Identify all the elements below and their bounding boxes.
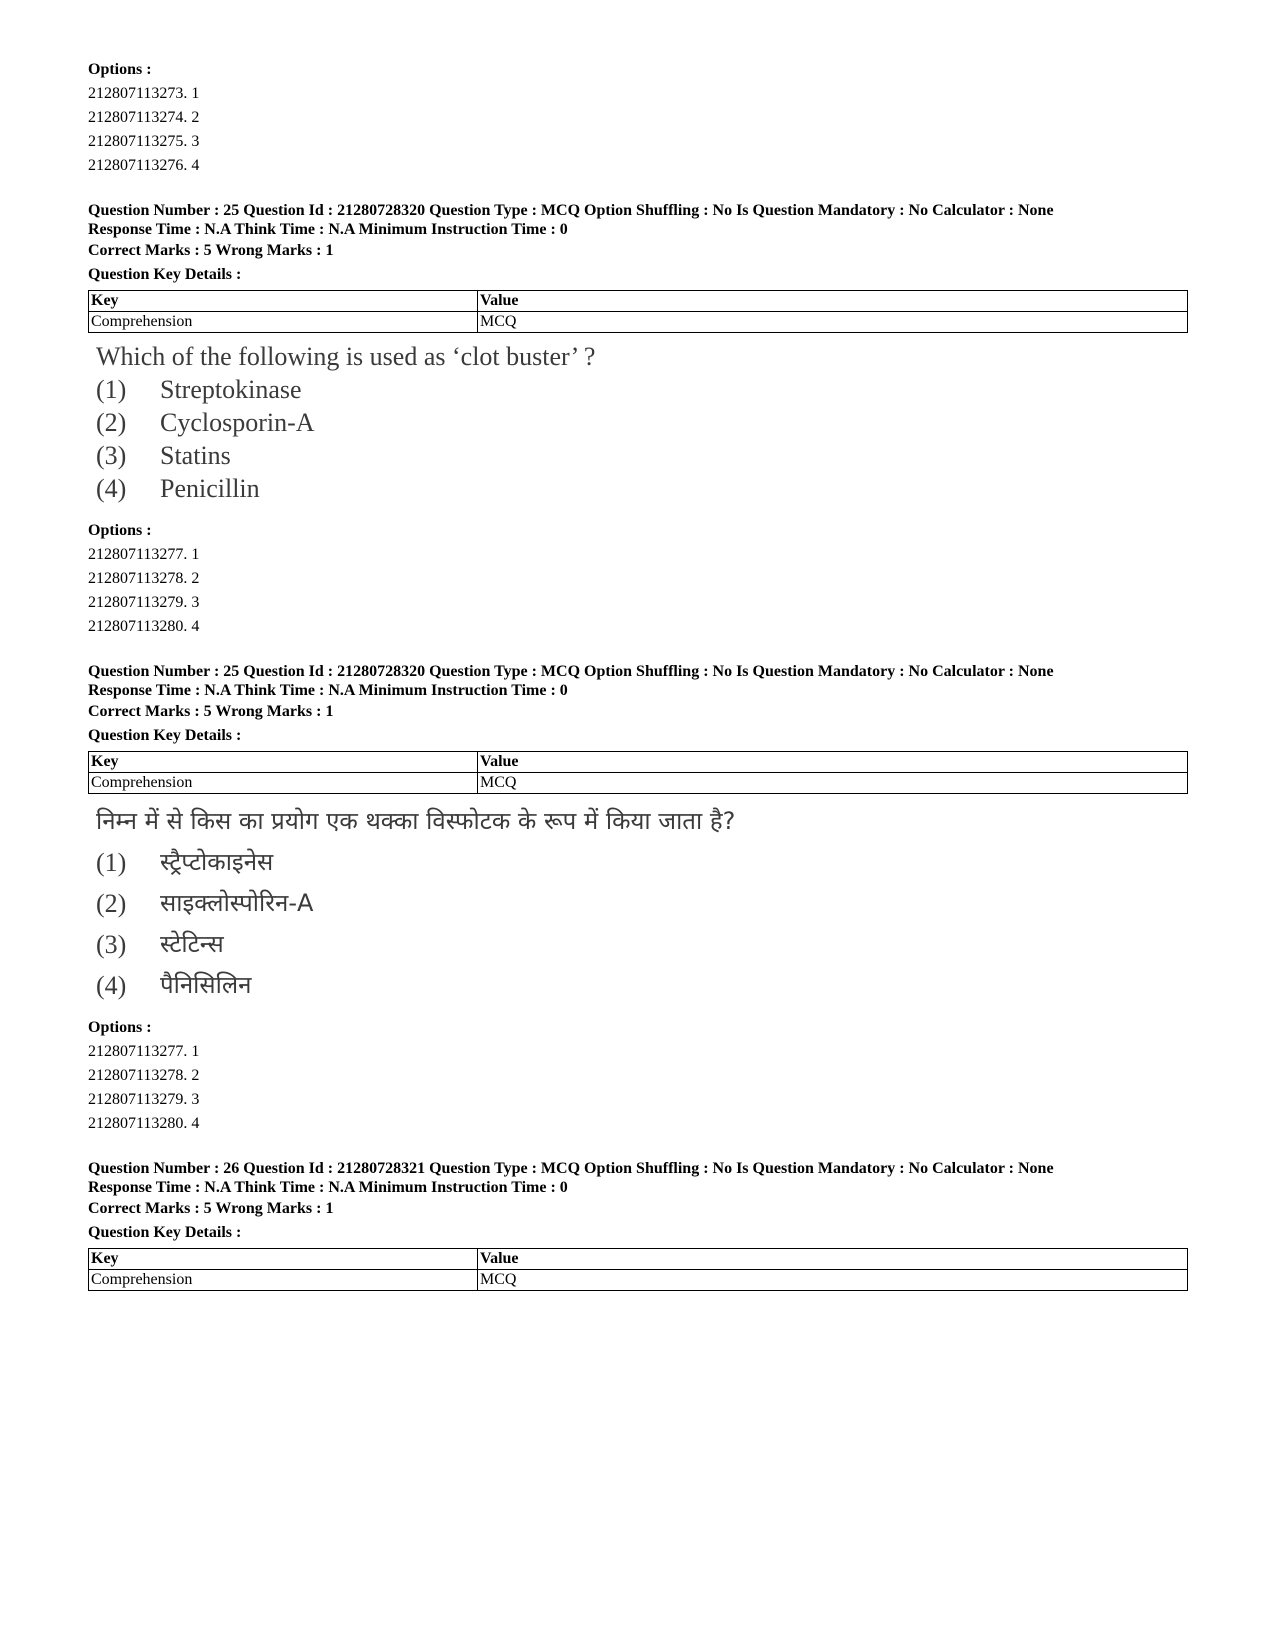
choice-number: (3) (96, 930, 127, 959)
answer-choice (96, 373, 1188, 406)
table-cell-value: MCQ (478, 1270, 1188, 1291)
answer-choice (96, 842, 1188, 883)
option-item: 212807113274. 2 (88, 109, 200, 126)
marks-line: Correct Marks : 5 Wrong Marks : 1 (88, 1200, 334, 1217)
question-meta-timing: Response Time : N.A Think Time : N.A Minimum Instruction Time : 0 (88, 682, 568, 699)
choice-text: साइक्लोस्पोरिन-A (160, 889, 314, 917)
answer-choice (96, 472, 1188, 505)
table-header-value: Value (478, 752, 1188, 773)
key-details-label: Question Key Details : (88, 266, 242, 283)
choice-number: (1) (96, 375, 127, 404)
answer-choice (96, 439, 1188, 472)
key-details-label: Question Key Details : (88, 727, 242, 744)
question-block-26 (88, 1159, 1188, 1291)
option-item: 212807113273. 1 (88, 85, 200, 102)
question-content (96, 341, 1188, 505)
table-header-key: Key (89, 291, 478, 312)
table-header-row (89, 1249, 1188, 1270)
question-meta-timing: Response Time : N.A Think Time : N.A Minimum Instruction Time : 0 (88, 1179, 568, 1196)
option-item: 212807113279. 3 (88, 1091, 200, 1108)
choice-number: (2) (96, 889, 127, 918)
choice-number: (2) (96, 408, 127, 437)
option-item: 212807113276. 4 (88, 157, 200, 174)
key-value-table (88, 290, 1188, 333)
key-details-label: Question Key Details : (88, 1224, 242, 1241)
table-row (89, 1270, 1188, 1291)
table-header-key: Key (89, 1249, 478, 1270)
choice-text: स्टेटिन्स (160, 930, 224, 958)
choice-text: स्ट्रैप्टोकाइनेस (160, 848, 274, 876)
table-header-value: Value (478, 291, 1188, 312)
table-row (89, 312, 1188, 333)
table-cell-value: MCQ (478, 773, 1188, 794)
choice-number: (4) (96, 971, 127, 1000)
options-label: Options : (88, 522, 152, 539)
choice-text: Penicillin (160, 474, 260, 503)
choice-text: पैनिसिलिन (160, 971, 252, 999)
question-block-25-hi (88, 662, 1188, 1136)
choice-number: (1) (96, 848, 127, 877)
table-cell-value: MCQ (478, 312, 1188, 333)
option-item: 212807113278. 2 (88, 1067, 200, 1084)
choice-text: Statins (160, 441, 231, 470)
question-content (96, 802, 1188, 1006)
table-header-key: Key (89, 752, 478, 773)
option-item: 212807113280. 4 (88, 618, 200, 635)
options-label: Options : (88, 1019, 152, 1036)
choice-text: Cyclosporin-A (160, 408, 315, 437)
answer-choice (96, 924, 1188, 965)
choice-number: (4) (96, 474, 127, 503)
key-value-table (88, 1248, 1188, 1291)
option-item: 212807113278. 2 (88, 570, 200, 587)
question-text: निम्न में से किस का प्रयोग एक थक्का विस्फोटक के रूप में किया जाता है? (96, 807, 736, 835)
marks-line: Correct Marks : 5 Wrong Marks : 1 (88, 703, 334, 720)
answer-choice (96, 406, 1188, 439)
options-block (88, 519, 1188, 639)
table-header-row (89, 291, 1188, 312)
table-cell-key: Comprehension (89, 312, 478, 333)
question-meta: Question Number : 25 Question Id : 21280728320 Question Type : MCQ Option Shuffling : No Is Question Mandatory : No Calculator : None (88, 663, 1054, 680)
choice-text: Streptokinase (160, 375, 302, 404)
question-meta: Question Number : 26 Question Id : 21280728321 Question Type : MCQ Option Shuffling : No Is Question Mandatory : No Calculator : None (88, 1160, 1054, 1177)
question-block-25-en (88, 201, 1188, 639)
answer-choice (96, 883, 1188, 924)
key-value-table (88, 751, 1188, 794)
question-meta-timing: Response Time : N.A Think Time : N.A Minimum Instruction Time : 0 (88, 221, 568, 238)
option-item: 212807113279. 3 (88, 594, 200, 611)
table-cell-key: Comprehension (89, 1270, 478, 1291)
option-item: 212807113277. 1 (88, 1043, 200, 1060)
table-header-row (89, 752, 1188, 773)
option-item: 212807113280. 4 (88, 1115, 200, 1132)
marks-line: Correct Marks : 5 Wrong Marks : 1 (88, 242, 334, 259)
option-item: 212807113275. 3 (88, 133, 200, 150)
choice-number: (3) (96, 441, 127, 470)
options-block (88, 1016, 1188, 1136)
question-text: Which of the following is used as ‘clot buster’ ? (96, 342, 596, 371)
table-row (89, 773, 1188, 794)
table-cell-key: Comprehension (89, 773, 478, 794)
options-label: Options : (88, 61, 152, 78)
answer-choice (96, 965, 1188, 1006)
table-header-value: Value (478, 1249, 1188, 1270)
question-meta: Question Number : 25 Question Id : 21280728320 Question Type : MCQ Option Shuffling : No Is Question Mandatory : No Calculator : None (88, 202, 1054, 219)
document-page (88, 58, 1188, 1291)
top-options-block (88, 58, 1188, 178)
option-item: 212807113277. 1 (88, 546, 200, 563)
